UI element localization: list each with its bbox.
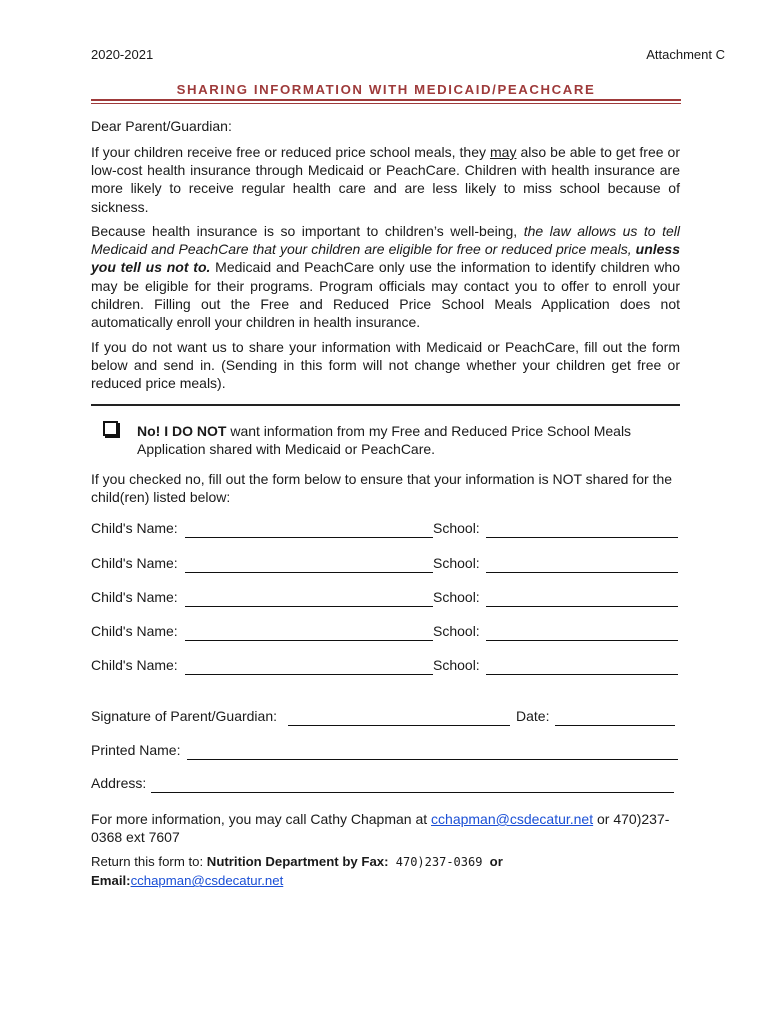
paragraph-law-sharing <box>91 222 680 331</box>
return-text: Return this form to: <box>91 854 207 869</box>
opt-out-statement <box>137 422 682 458</box>
para1-text-b: also be able to get free or low-cost health insurance through Medicaid or PeachCare. Children with health insurance are more likely to receive regular health care and are less likely to miss school because of sickness. <box>91 144 680 215</box>
title-rule <box>91 99 681 101</box>
para1-may: may <box>490 144 517 160</box>
child-name-label: Child's Name: <box>91 623 178 639</box>
school-label: School: <box>433 520 480 536</box>
school-label: School: <box>433 657 480 673</box>
child-name-field[interactable] <box>185 674 433 675</box>
date-field[interactable] <box>555 725 675 726</box>
school-label: School: <box>433 623 480 639</box>
school-field[interactable] <box>486 674 678 675</box>
opt-out-bold: No! I DO NOT <box>137 423 227 439</box>
school-field[interactable] <box>486 572 678 573</box>
child-row <box>91 555 681 575</box>
return-dept: Nutrition Department by Fax: <box>206 854 389 869</box>
greeting: Dear Parent/Guardian: <box>91 118 232 134</box>
return-email-link[interactable]: cchapman@csdecatur.net <box>130 873 284 889</box>
child-name-label: Child's Name: <box>91 589 178 605</box>
opt-out-text: want information from my Free and Reduced Price School Meals Application shared with Medicaid or PeachCare. <box>137 423 632 457</box>
title-rule-thin <box>91 103 681 104</box>
paragraph-medicaid-eligibility <box>91 143 680 216</box>
school-field[interactable] <box>486 537 678 538</box>
school-field[interactable] <box>486 640 678 641</box>
date-label: Date: <box>516 708 550 724</box>
signature-field[interactable] <box>288 725 510 726</box>
return-fax: 470)237-0369 <box>388 855 490 869</box>
address-label: Address: <box>91 775 147 791</box>
child-name-label: Child's Name: <box>91 555 178 571</box>
child-name-label: Child's Name: <box>91 657 178 673</box>
printed-name-label: Printed Name: <box>91 742 181 758</box>
school-label: School: <box>433 555 480 571</box>
child-name-field[interactable] <box>185 572 433 573</box>
contact-text-b: or 470)237-0368 ext 7607 <box>91 811 670 846</box>
section-divider <box>91 404 680 406</box>
child-row <box>91 520 681 540</box>
school-label: School: <box>433 589 480 605</box>
school-year: 2020-2021 <box>91 47 154 62</box>
child-name-field[interactable] <box>185 537 433 538</box>
printed-name-field[interactable] <box>187 759 678 760</box>
para2-text-a: Because health insurance is so important to children’s well-being, <box>91 223 524 239</box>
school-field[interactable] <box>486 606 678 607</box>
instructions: If you checked no, fill out the form below to ensure that your information is NOT shared for the child(ren) listed below: <box>91 471 673 506</box>
return-or: or <box>489 854 503 869</box>
signature-label: Signature of Parent/Guardian: <box>91 708 278 724</box>
child-name-field[interactable] <box>185 606 433 607</box>
return-email-label: Email: <box>91 873 131 889</box>
child-row <box>91 623 681 643</box>
child-name-label: Child's Name: <box>91 520 178 536</box>
signature-row <box>91 708 681 728</box>
para2-italic: the law allows us to tell Medicaid and PeachCare that your children are eligible for free or reduced price meals, <box>91 223 681 258</box>
contact-text-a: For more information, you may call Cathy Chapman at <box>91 811 432 827</box>
para2-bold-italic: unless you tell us not to. <box>91 241 681 276</box>
attachment-label: Attachment C <box>646 47 725 62</box>
para1-text-a: If your children receive free or reduced price school meals, they <box>91 144 490 160</box>
page-title: SHARING INFORMATION WITH MEDICAID/PEACHCARE <box>176 82 596 97</box>
child-row <box>91 657 681 677</box>
address-row <box>91 775 681 795</box>
child-row <box>91 589 681 609</box>
paragraph-opt-out-info: If you do not want us to share your information with Medicaid or PeachCare, fill out the form below and send in. (Sending in this form will not change whether your children get free or reduced price meals). <box>91 339 680 392</box>
para2-text-b: Medicaid and PeachCare only use the information to identify children who may be eligible for their programs. Program officials may contact you to offer to enroll your children. Filling out the Free and Reduced Price School Meals Application does not automatically enroll your children in health insurance. <box>91 259 680 331</box>
printed-name-row <box>91 742 681 762</box>
child-name-field[interactable] <box>185 640 433 641</box>
address-field[interactable] <box>151 792 674 793</box>
contact-email-link[interactable]: cchapman@csdecatur.net <box>431 811 594 827</box>
opt-out-checkbox[interactable] <box>103 421 118 436</box>
return-instructions <box>91 852 681 890</box>
contact-info <box>91 810 681 846</box>
